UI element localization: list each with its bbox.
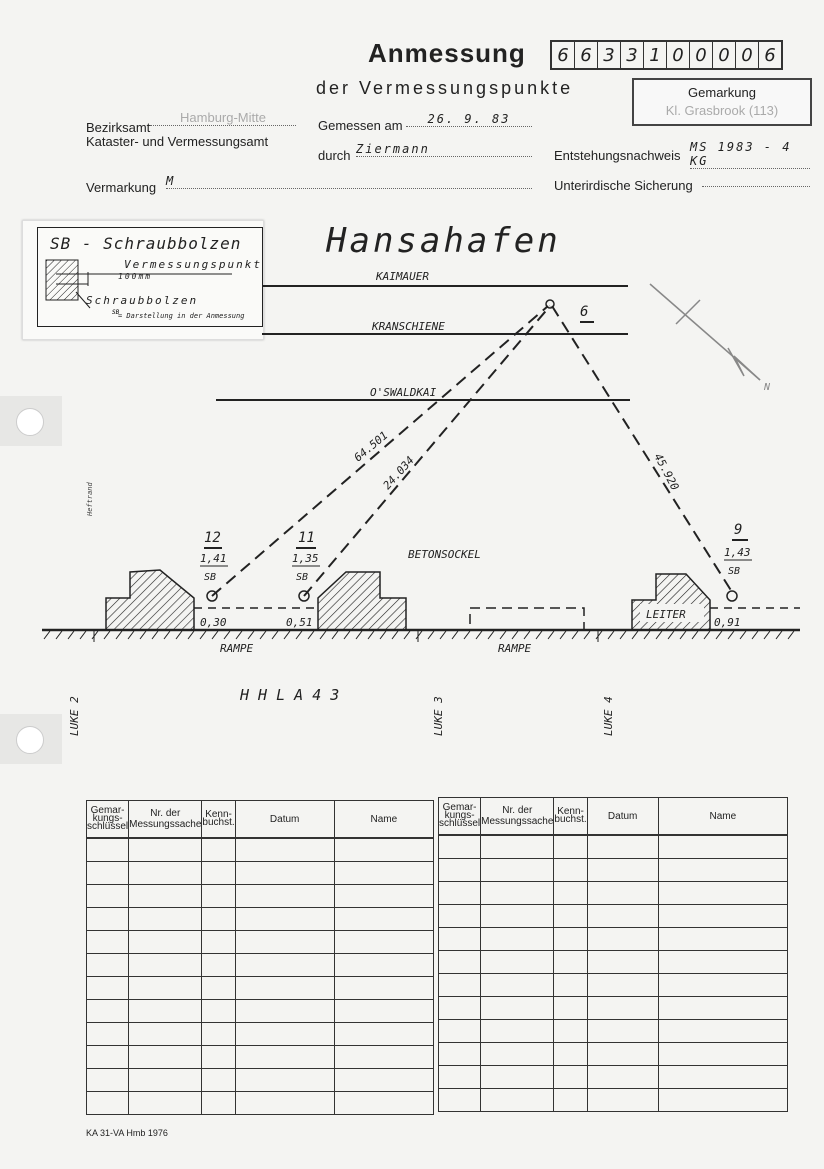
kranschiene-label: KRANSCHIENE — [372, 320, 445, 333]
survey-sketch — [0, 200, 824, 760]
svg-text:1,35: 1,35 — [292, 552, 319, 565]
document-number: 6 6 3 3 1 0 0 0 0 6 — [550, 40, 783, 70]
heftrand-label: Heftrand — [86, 482, 94, 516]
legend-distance: 100mm — [118, 272, 153, 281]
form-title: Anmessung — [368, 38, 526, 68]
legend-darstellung: = Darstellung in der Anmessung — [118, 312, 245, 320]
gemessen-label: Gemessen am — [318, 118, 403, 133]
leiter-label: LEITER — [646, 608, 686, 621]
betonsockel-middle — [318, 572, 406, 630]
svg-text:SB: SB — [112, 309, 120, 316]
vermarkung-value: M — [166, 174, 532, 189]
point-12 — [200, 530, 228, 629]
bezirksamt-label: Bezirksamt — [86, 120, 151, 135]
distance-label-3: 45.920 — [651, 451, 682, 493]
distance-line-9 — [552, 306, 732, 592]
entstehung-label: Entstehungsnachweis — [554, 148, 681, 163]
rampe-label-left: RAMPE — [220, 642, 254, 655]
svg-text:0,30: 0,30 — [200, 616, 227, 629]
svg-text:1,43: 1,43 — [724, 546, 751, 559]
gemarkung-box — [632, 78, 812, 126]
kaimauer-label: KAIMAUER — [376, 270, 429, 283]
distance-label-1: 64.501 — [351, 428, 391, 465]
svg-text:N: N — [764, 382, 771, 393]
legend-schraubbolzen: Schraubbolzen — [86, 294, 199, 307]
kataster-label: Kataster- und Vermessungsamt — [86, 134, 269, 149]
legend-title: SB - Schraubbolzen — [50, 234, 242, 253]
svg-text:12: 12 — [204, 530, 221, 546]
rampe-label-right: RAMPE — [498, 642, 532, 655]
betonsockel-label: BETONSOCKEL — [408, 548, 481, 561]
betonsockel-left — [106, 570, 194, 630]
gemarkung-value: Kl. Grasbrook (113) — [665, 103, 779, 118]
durch-value: Ziermann — [356, 142, 532, 157]
svg-text:11: 11 — [298, 530, 315, 546]
svg-text:1,41: 1,41 — [200, 552, 227, 565]
svg-text:9: 9 — [734, 522, 743, 538]
unterirdisch-value — [702, 186, 810, 187]
register-table-right: Gemar-kungs-schlüssel Nr. der Messungssache Kenn-buchst. Datum Name — [438, 797, 788, 1112]
distance-label-2: 24.034 — [380, 453, 417, 493]
distance-line-12 — [212, 306, 548, 596]
svg-text:SB: SB — [728, 566, 741, 577]
form-subtitle: der Vermessungspunkte — [316, 78, 574, 98]
oswaldkai-label: O'SWALDKAI — [370, 386, 437, 399]
entstehung-value: MS 1983 - 4 KG — [690, 140, 810, 169]
luke-2-label: LUKE 2 — [68, 696, 81, 736]
luke-3-label: LUKE 3 — [432, 696, 445, 736]
point-6-label: 6 — [580, 304, 589, 320]
north-arrow-icon — [650, 284, 771, 393]
gemarkung-label: Gemarkung — [688, 85, 756, 100]
register-table-left: Gemar-kungs-schlüssel Nr. der Messungssache Kenn-buchst. Datum Name — [86, 800, 434, 1115]
svg-text:SB: SB — [296, 572, 309, 583]
legend-vermessungspunkt: Vermessungspunkt — [124, 258, 262, 271]
hhla-label: H H L A 4 3 — [240, 686, 340, 704]
durch-label: durch — [318, 148, 351, 163]
place-name: Hansahafen — [326, 221, 561, 261]
bezirksamt-value: Hamburg-Mitte — [150, 110, 296, 126]
form-code: KA 31-VA Hmb 1976 — [86, 1128, 168, 1138]
svg-text:SB: SB — [204, 572, 217, 583]
unterirdisch-label: Unterirdische Sicherung — [554, 178, 693, 193]
point-11 — [286, 530, 320, 629]
luke-4-label: LUKE 4 — [602, 696, 615, 736]
svg-text:0,51: 0,51 — [286, 616, 313, 629]
svg-text:0,91: 0,91 — [714, 616, 741, 629]
vermarkung-label: Vermarkung — [86, 180, 157, 195]
gemessen-value: 26. 9. 83 — [406, 112, 532, 127]
point-9 — [714, 522, 752, 629]
